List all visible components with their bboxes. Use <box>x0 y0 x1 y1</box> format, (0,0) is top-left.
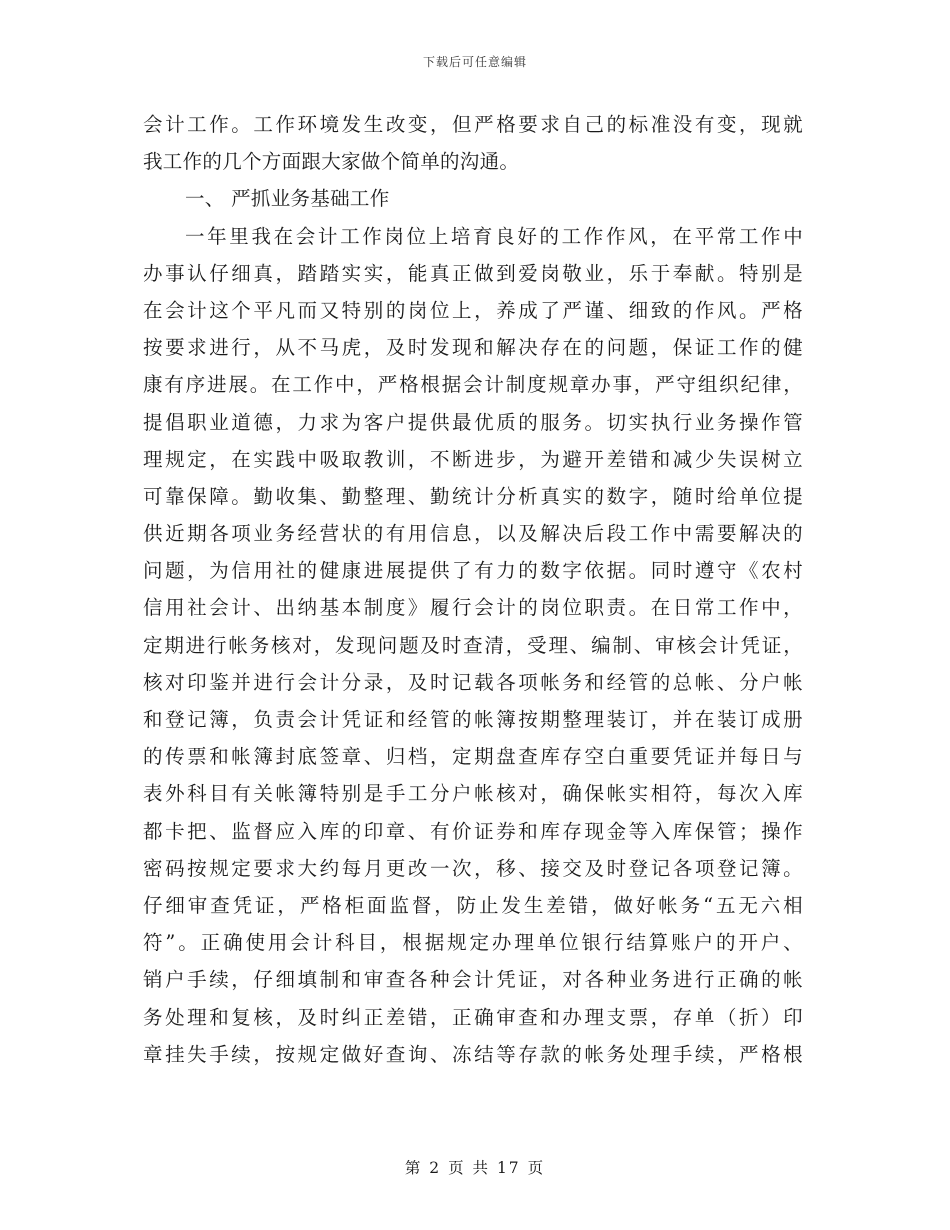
document-body <box>143 106 803 1073</box>
section-heading: 一、 严抓业务基础工作 <box>185 187 390 211</box>
body-line: 信用社会计、出纳基本制度》履行会计的岗位职责。在日常工作中， <box>143 596 803 620</box>
body-line: 供近期各项业务经营状的有用信息，以及解决后段工作中需要解决的 <box>143 522 803 546</box>
body-line: 理规定，在实践中吸取教训，不断进步，为避开差错和减少失误树立 <box>143 447 803 471</box>
body-line: 和登记簿，负责会计凭证和经管的帐簿按期整理装订，并在装订成册 <box>143 708 803 731</box>
body-line: 康有序进展。在工作中，严格根据会计制度规章办事，严守组织纪律， <box>143 373 803 397</box>
body-line: 密码按规定要求大约每月更改一次，移、接交及时登记各项登记簿。 <box>143 856 803 880</box>
body-line: 符”。正确使用会计科目，根据规定办理单位银行结算账户的开户、 <box>143 931 803 955</box>
body-line: 章挂失手续，按规定做好查询、冻结等存款的帐务处理手续，严格根 <box>143 1042 803 1066</box>
body-line: 我工作的几个方面跟大家做个简单的沟通。 <box>143 150 520 174</box>
body-line: 办事认仔细真，踏踏实实，能真正做到爱岗敬业，乐于奉献。特别是 <box>143 261 803 285</box>
page-header: 下载后可任意编辑 <box>422 55 527 69</box>
body-line: 在会计这个平凡而又特别的岗位上，养成了严谨、细致的作风。严格 <box>143 298 803 322</box>
body-line: 表外科目有关帐簿特别是手工分户帐核对，确保帐实相符，每次入库 <box>143 782 803 806</box>
body-line: 销户手续，仔细填制和审查各种会计凭证，对各种业务进行正确的帐 <box>143 968 803 992</box>
body-line: 提倡职业道德，力求为客户提供最优质的服务。切实执行业务操作管 <box>143 410 803 434</box>
body-line: 一年里我在会计工作岗位上培育良好的工作作风，在平常工作中 <box>185 224 803 248</box>
body-line: 定期进行帐务核对，发现问题及时查清，受理、编制、审核会计凭证， <box>143 633 803 657</box>
body-line: 都卡把、监督应入库的印章、有价证券和库存现金等入库保管；操作 <box>143 819 803 843</box>
body-line: 务处理和复核，及时纠正差错，正确审查和办理支票，存单（折）印 <box>143 1005 803 1029</box>
body-line: 问题，为信用社的健康进展提供了有力的数字依据。同时遵守《农村 <box>143 559 803 583</box>
body-line: 的传票和帐簿封底签章、归档，定期盘查库存空白重要凭证并每日与 <box>143 745 803 769</box>
body-line: 核对印鉴并进行会计分录，及时记载各项帐务和经管的总帐、分户帐 <box>143 670 803 694</box>
page-footer: 第 2 页 共 17 页 <box>404 1159 546 1177</box>
body-line: 可靠保障。勤收集、勤整理、勤统计分析真实的数字，随时给单位提 <box>143 484 803 508</box>
body-line: 仔细审查凭证，严格柜面监督，防止发生差错，做好帐务“五无六相 <box>143 893 803 917</box>
body-line: 会计工作。工作环境发生改变，但严格要求自己的标准没有变，现就 <box>143 113 803 136</box>
body-line: 按要求进行，从不马虎，及时发现和解决存在的问题，保证工作的健 <box>143 336 803 360</box>
